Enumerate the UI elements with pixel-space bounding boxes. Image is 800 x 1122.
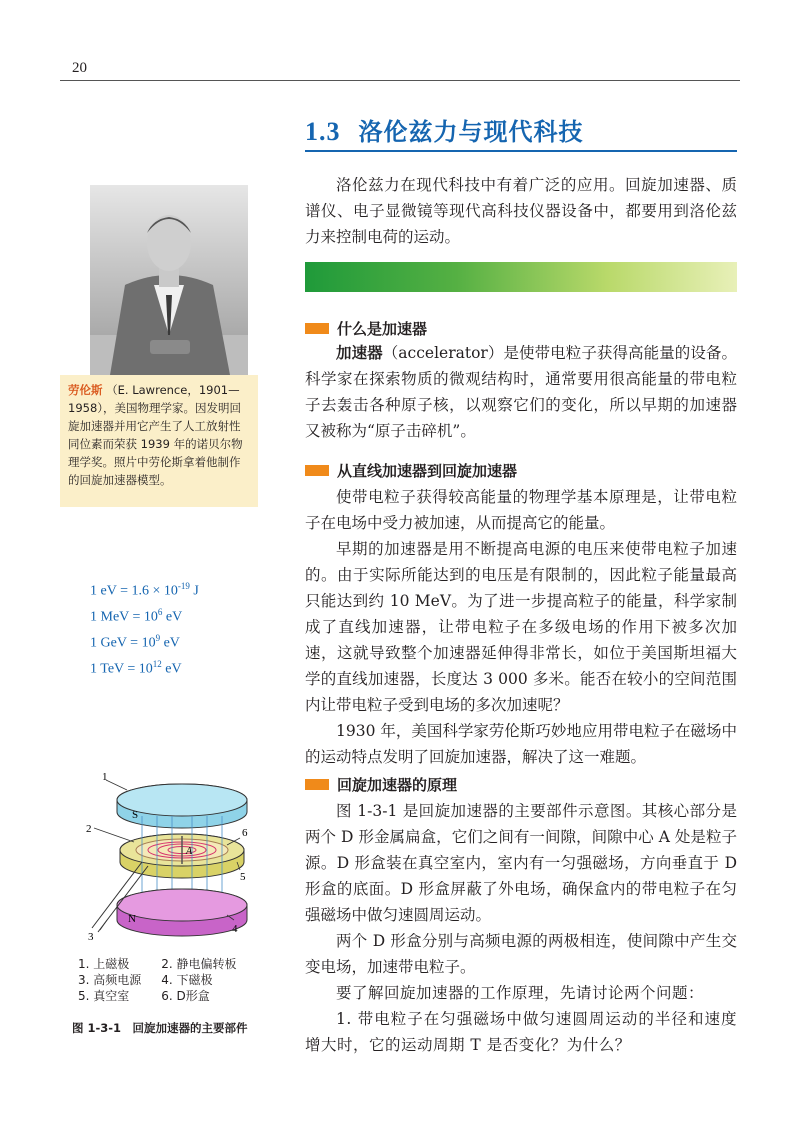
heading-marker	[305, 323, 329, 334]
section-number: 1.3	[305, 117, 341, 146]
term-accelerator: 加速器	[336, 344, 383, 362]
paragraph: 图 1-3-1 是回旋加速器的主要部件示意图。其核心部分是两个 D 形金属扁盒，它们之间有一间隙，间隙中心 A 处是粒子源。D 形盒装在真空室内，室内有一匀强磁场，方向垂直于 D 形盒的底面。D 形盒屏蔽了外电场，确保盒内的带电粒子在匀强磁场中做匀速圆周运动。	[305, 802, 737, 924]
unit-line: 1 eV = $1.6 \times 10^{-19}$ J	[90, 581, 199, 599]
diagram-label: 3	[88, 931, 94, 943]
diagram-label: 6	[242, 827, 248, 839]
section-title-text: 洛伦兹力与现代科技	[358, 118, 584, 146]
section-linear-to-cyclotron	[305, 484, 737, 770]
caption-text: （E. Lawrence，1901—1958），美国物理学家。因发明回旋加速器并用它产生了人工放射性同位素而荣获 1939 年的诺贝尔物理学奖。照片中劳伦斯拿着他制作的回旋加速器模型。	[68, 383, 243, 487]
legend-item: 5. 真空室	[78, 989, 130, 1003]
subheading-cyclotron-principle: 回旋加速器的原理	[305, 774, 457, 795]
paragraph: 两个 D 形盒分别与高频电源的两极相连，使间隙中产生交变电场，加速带电粒子。	[305, 932, 737, 976]
diagram-label: 4	[232, 923, 238, 935]
legend-item: 2. 静电偏转板	[161, 957, 237, 971]
legend-item: 3. 高频电源	[78, 973, 142, 987]
cyclotron-diagram	[72, 770, 272, 950]
question-1: 1. 带电粒子在匀强磁场中做匀速圆周运动的半径和速度增大时，它的运动周期 T 是否变化？为什么？	[305, 1010, 737, 1054]
unit-line: 1 GeV = $10^9$ eV	[90, 633, 180, 651]
paragraph: 使带电粒子获得较高能量的物理学基本原理是，让带电粒子在电场中受力被加速，从而提高它的能量。	[305, 488, 737, 532]
title-rule	[305, 150, 737, 152]
energy-units	[90, 576, 199, 681]
diagram-label: 1	[102, 771, 108, 783]
legend-item: 4. 下磁极	[161, 973, 213, 987]
portrait-photo	[90, 185, 248, 375]
legend-item: 6. D形盒	[161, 989, 210, 1003]
figure-caption: 图 1-3-1 回旋加速器的主要部件	[72, 1021, 248, 1035]
cyclotron-illustration	[72, 770, 272, 950]
subheading-linear-to-cyclotron: 从直线加速器到回旋加速器	[305, 460, 517, 481]
paragraph: 1930 年，美国科学家劳伦斯巧妙地应用带电粒子在磁场中的运动特点发明了回旋加速器，解决了这一难题。	[305, 722, 737, 766]
unit-line: 1 TeV = $10^{12}$ eV	[90, 659, 182, 678]
page-number: 20	[72, 60, 87, 76]
unit-line: 1 MeV = $10^6$ eV	[90, 607, 183, 625]
section-cyclotron-principle	[305, 798, 737, 1058]
caption-name: 劳伦斯	[68, 383, 103, 397]
paragraph: 早期的加速器是用不断提高电源的电压来使带电粒子加速的。由于实际所能达到的电压是有限制的，因此粒子能量最高只能达到约 10 MeV。为了进一步提高粒子的能量，科学家制成了直线加速器，让带电粒子在多级电场的作用下被多次加速，这就导致整个加速器延伸得非常长，如位于美国斯坦福大学的直线加速器，长度达 3 000 多米。能否在较小的空间范围内让带电粒子受到电场的多次加速呢？	[305, 540, 737, 714]
decorative-green-bar	[305, 262, 737, 292]
heading-marker	[305, 779, 329, 790]
header-rule	[60, 80, 740, 81]
portrait-illustration	[90, 185, 248, 375]
subheading-what-is-accelerator: 什么是加速器	[305, 318, 427, 339]
diagram-label: 2	[86, 823, 92, 835]
diagram-label: S	[132, 809, 139, 821]
intro-paragraph: 洛伦兹力在现代科技中有着广泛的应用。回旋加速器、质谱仪、电子显微镜等现代高科技仪器设备中，都要用到洛伦兹力来控制电荷的运动。	[305, 176, 737, 246]
section-what-is-accelerator: 加速器（accelerator）是使带电粒子获得高能量的设备。科学家在探索物质的微观结构时，通常要用很高能量的带电粒子去轰击各种原子核，以观察它们的变化，所以早期的加速器又被称为“原子击碎机”。	[305, 344, 737, 440]
biography-caption	[60, 375, 258, 507]
section-title	[305, 112, 584, 147]
figure-legend	[78, 956, 257, 1004]
paragraph: 要了解回旋加速器的工作原理，先请讨论两个问题：	[336, 984, 705, 1002]
diagram-label: A	[186, 846, 193, 857]
diagram-label: N	[128, 913, 136, 925]
diagram-label: 5	[240, 871, 246, 883]
legend-item: 1. 上磁极	[78, 957, 130, 971]
heading-marker	[305, 465, 329, 476]
